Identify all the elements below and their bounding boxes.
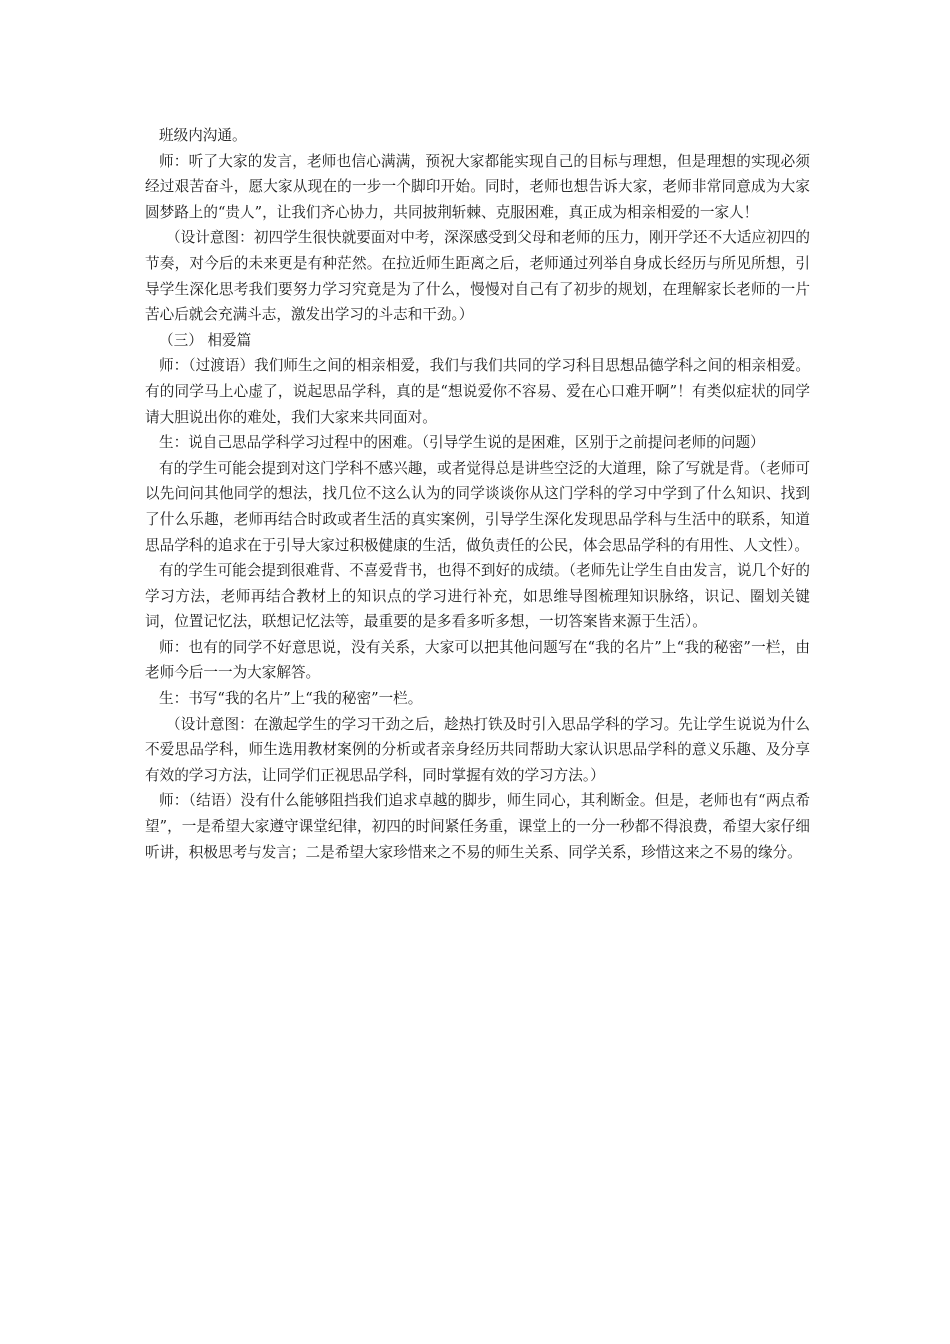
paragraph-design-intent-1: （设计意图：初四学生很快就要面对中考，深深感受到父母和老师的压力，刚开学还不大适应初四的节奏，对今后的未来更是有种茫然。在拉近师生距离之后，老师通过列举自身成长经历与所见所想，引导学生深化思考我们要努力学习究竟是为了什么，慢慢对自己有了初步的规划，在理解家长老师的一片苦心后就会充满斗志，激发出学习的斗志和干劲。） <box>145 229 810 324</box>
paragraph-student-write-card: 生：书写“我的名片”上“我的秘密”一栏。 <box>159 690 423 708</box>
paragraph-teacher-transition: 师：（过渡语）我们师生之间的相亲相爱，我们与我们共同的学习科目思想品德学科之间的相亲相爱。有的同学马上心虚了，说起思品学科，真的是“想说爱你不容易、爱在心口难开啊”！有类似症状的同学请大胆说出你的难处，我们大家来共同面对。 <box>145 357 810 426</box>
paragraph-design-intent-2: （设计意图：在激起学生的学习干劲之后，趁热打铁及时引入思品学科的学习。先让学生说说为什么不爱思品学科，师生选用教材案例的分析或者亲身经历共同帮助大家认识思品学科的意义乐趣、及分享有效的学习方法，让同学们正视思品学科，同时掌握有效的学习方法。） <box>145 715 810 784</box>
paragraph-not-interested: 有的学生可能会提到对这门学科不感兴趣，或者觉得总是讲些空泛的大道理，除了写就是背。（老师可以先问问其他同学的想法，找几位不这么认为的同学谈谈你从这门学科的学习中学到了什么知识、找到了什么乐趣，老师再结合时政或者生活的真实案例，引导学生深化发现思品学科与生活中的联系，知道思品学科的追求在于引导大家过积极健康的生活，做负责任的公民，体会思品学科的有用性、人文性）。 <box>145 459 810 554</box>
document-body <box>145 123 810 865</box>
paragraph-hard-to-memorize: 有的学生可能会提到很难背、不喜爱背书，也得不到好的成绩。（老师先让学生自由发言，说几个好的学习方法，老师再结合教材上的知识点的学习进行补充，如思维导图梳理知识脉络，识记、圈划关键词，位置记忆法，联想记忆法等，最重要的是多看多听多想，一切答案皆来源于生活）。 <box>145 562 810 631</box>
paragraph-student-difficulties: 生：说自己思品学科学习过程中的困难。（引导学生说的是困难，区别于之前提问老师的问题） <box>159 434 765 452</box>
paragraph-teacher-secret-card: 师：也有的同学不好意思说，没有关系，大家可以把其他问题写在“我的名片”上“我的秘密”一栏，由老师今后一一为大家解答。 <box>145 638 810 682</box>
paragraph-teacher-conclusion: 师：（结语）没有什么能够阻挡我们追求卓越的脚步，师生同心，其利断金。但是，老师也有“两点希望”，一是希望大家遵守课堂纪律，初四的时间紧任务重，课堂上的一分一秒都不得浪费，希望大家仔细听讲，积极思考与发言；二是希望大家珍惜来之不易的师生关系、同学关系，珍惜这来之不易的缘分。 <box>145 792 810 861</box>
paragraph-class-communication: 班级内沟通。 <box>159 127 247 144</box>
paragraph-teacher-encouragement: 师：听了大家的发言，老师也信心满满，预祝大家都能实现自己的目标与理想，但是理想的实现必须经过艰苦奋斗，愿大家从现在的一步一个脚印开始。同时，老师也想告诉大家，老师非常同意成为大家圆梦路上的“贵人”，让我们齐心协力，共同披荆斩棘、克服困难，真正成为相亲相爱的一家人！ <box>145 152 810 221</box>
section-heading-xiangai: （三） 相爱篇 <box>159 331 252 349</box>
